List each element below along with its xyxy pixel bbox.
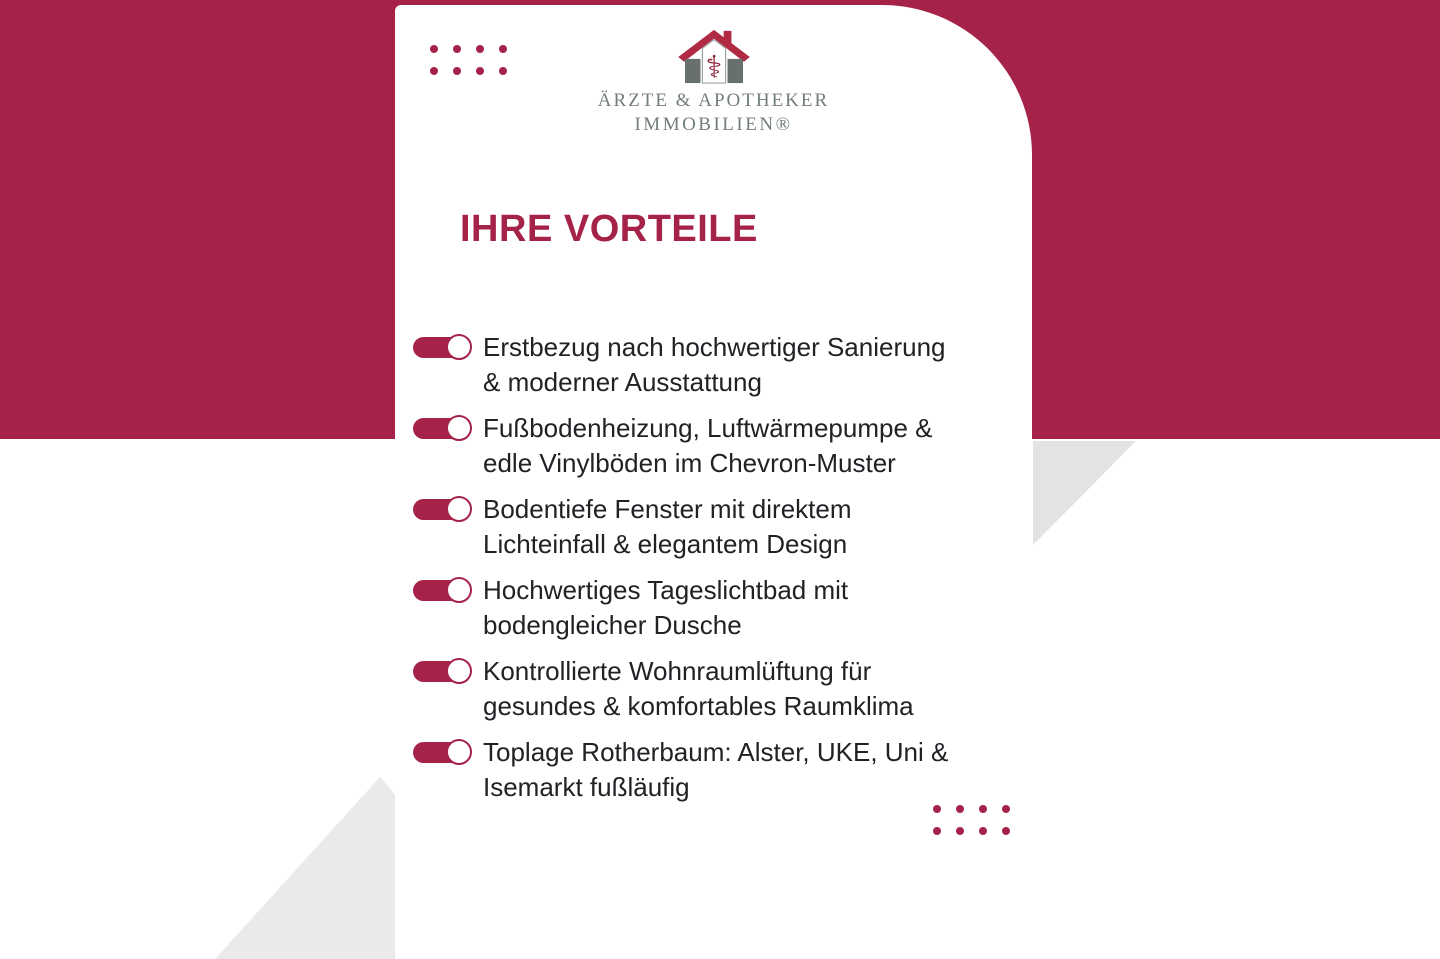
benefit-text — [483, 735, 948, 805]
toggle-on-icon[interactable] — [413, 580, 469, 601]
left-wall — [685, 59, 700, 83]
toggle-on-icon[interactable] — [413, 742, 469, 763]
benefit-line2: Lichteinfall & elegantem Design — [483, 529, 848, 559]
benefit-line2: bodengleicher Dusche — [483, 610, 742, 640]
toggle-on-icon[interactable] — [413, 499, 469, 520]
house-with-asclepius-icon — [674, 27, 754, 85]
benefit-item — [413, 654, 1013, 724]
dot — [1002, 805, 1010, 813]
benefit-item — [413, 330, 1013, 400]
dot — [956, 827, 964, 835]
page-title: IHRE VORTEILE — [460, 208, 758, 250]
benefit-line2: gesundes & komfortables Raumklima — [483, 691, 914, 721]
benefit-line2: & moderner Ausstattung — [483, 367, 762, 397]
dot — [979, 827, 987, 835]
benefit-line1: Bodentiefe Fenster mit direktem — [483, 494, 852, 524]
toggle-knob — [446, 658, 472, 684]
benefit-text — [483, 654, 914, 724]
logo-text-line1: ÄRZTE & APOTHEKER — [597, 90, 830, 111]
content-card — [395, 5, 1032, 959]
benefit-text — [483, 492, 852, 562]
benefit-item — [413, 411, 1013, 481]
toggle-knob — [446, 577, 472, 603]
dot — [956, 805, 964, 813]
benefit-line1: Toplage Rotherbaum: Alster, UKE, Uni & — [483, 737, 949, 767]
dot — [933, 827, 941, 835]
benefit-item — [413, 492, 1013, 562]
benefit-item — [413, 735, 1013, 805]
benefit-line1: Kontrollierte Wohnraumlüftung für — [483, 656, 872, 686]
benefit-line1: Fußbodenheizung, Luftwärmepumpe & — [483, 413, 933, 443]
benefit-item — [413, 573, 1013, 643]
toggle-on-icon[interactable] — [413, 337, 469, 358]
toggle-knob — [446, 334, 472, 360]
benefit-text — [483, 330, 946, 400]
benefit-line2: Isemarkt fußläufig — [483, 772, 690, 802]
toggle-on-icon[interactable] — [413, 418, 469, 439]
benefit-text — [483, 573, 848, 643]
logo-text-line2: IMMOBILIEN® — [634, 114, 793, 135]
dot-grid-bottom — [933, 805, 1010, 835]
dot — [933, 805, 941, 813]
benefits-list — [413, 330, 1013, 816]
asclepius-staff-icon: ⚕ — [705, 49, 722, 85]
dot — [1002, 827, 1010, 835]
toggle-on-icon[interactable] — [413, 661, 469, 682]
right-wall — [727, 59, 742, 83]
toggle-knob — [446, 496, 472, 522]
company-logo — [395, 27, 1032, 136]
dot — [979, 805, 987, 813]
toggle-knob — [446, 415, 472, 441]
benefit-line1: Hochwertiges Tageslichtbad mit — [483, 575, 849, 605]
benefit-line1: Erstbezug nach hochwertiger Sanierung — [483, 332, 946, 362]
gray-corner-triangle — [1033, 441, 1136, 545]
toggle-knob — [446, 739, 472, 765]
benefit-line2: edle Vinylböden im Chevron-Muster — [483, 448, 896, 478]
benefit-text — [483, 411, 933, 481]
